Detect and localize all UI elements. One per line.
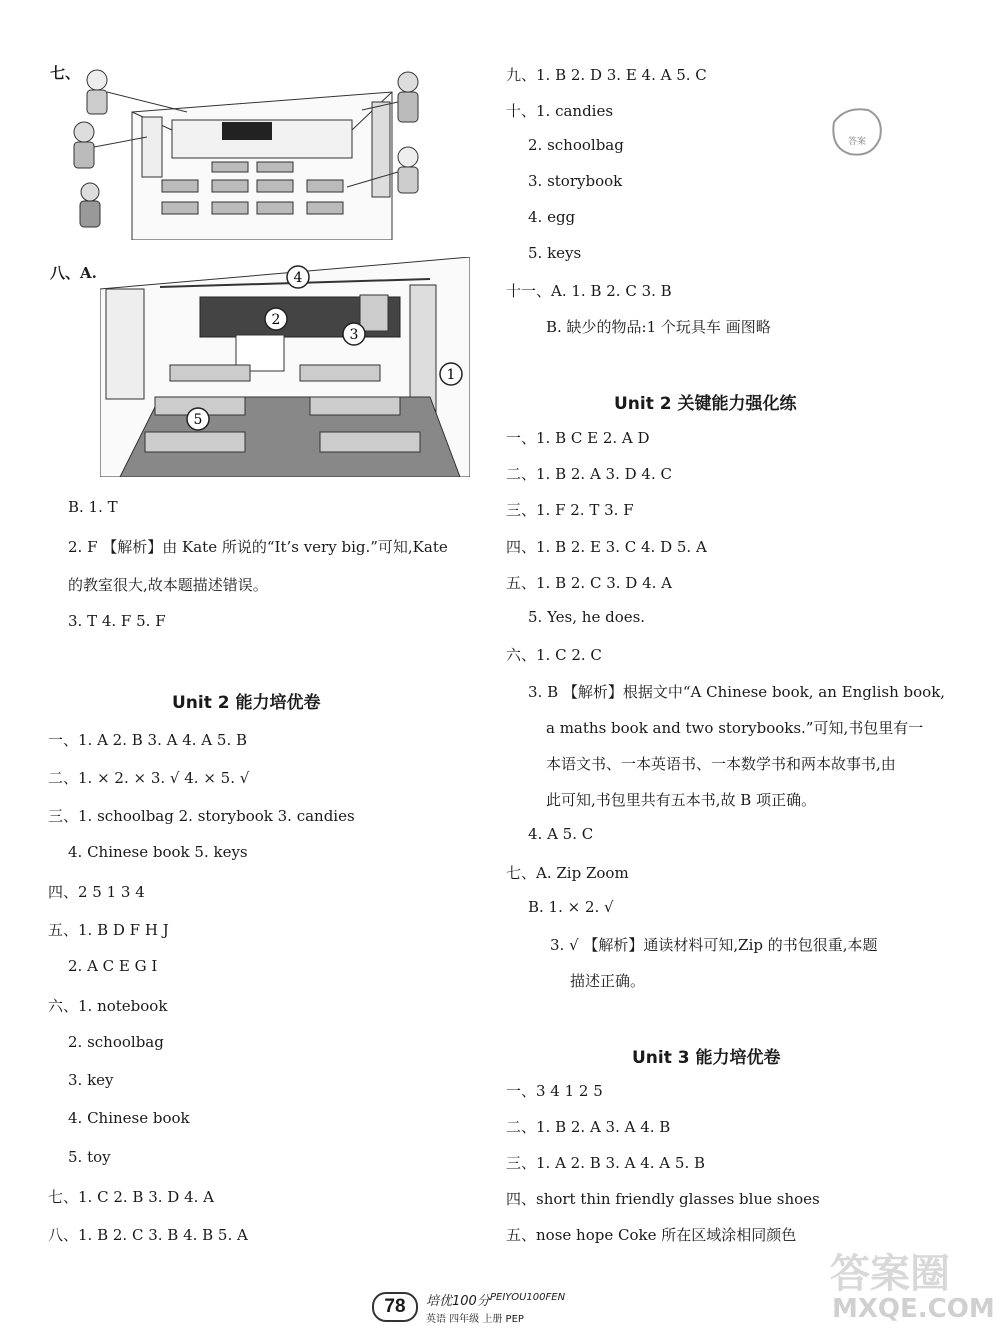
q8-label: 八、A. bbox=[50, 264, 97, 282]
answer-line: 4. Chinese book 5. keys bbox=[68, 843, 248, 861]
answer-line: 二、1. B 2. A 3. D 4. C bbox=[506, 465, 672, 483]
answer-line: 七、A. Zip Zoom bbox=[506, 864, 629, 882]
marker-label-4: 4 bbox=[293, 270, 303, 286]
answer-line: 十一、A. 1. B 2. C 3. B bbox=[506, 282, 672, 300]
answer-line: a maths book and two storybooks.”可知,书包里有一 bbox=[546, 719, 924, 737]
marker-label-3: 3 bbox=[349, 327, 359, 343]
answer-line: 九、1. B 2. D 3. E 4. A 5. C bbox=[506, 66, 707, 84]
answer-line: 4. Chinese book bbox=[68, 1109, 190, 1127]
brand-logo: 培优100分 bbox=[426, 1294, 490, 1309]
watermark-logo bbox=[820, 1242, 995, 1330]
answer-line: 一、1. B C E 2. A D bbox=[506, 429, 650, 447]
answer-line: B. 缺少的物品:1 个玩具车 画图略 bbox=[546, 318, 771, 336]
bear-character-icon bbox=[87, 70, 107, 114]
answer-line: 4. egg bbox=[528, 208, 576, 226]
answer-line: 三、1. schoolbag 2. storybook 3. candies bbox=[48, 807, 355, 825]
answer-line: 3. T 4. F 5. F bbox=[68, 612, 166, 630]
cat-character-icon bbox=[398, 72, 418, 122]
deer-character-icon bbox=[80, 183, 100, 227]
watermark-text: 答案圈 bbox=[830, 1251, 950, 1297]
answer-line: 2. F 【解析】由 Kate 所说的“It’s very big.”可知,Kate bbox=[68, 538, 448, 556]
answer-line: 3. B 【解析】根据文中“A Chinese book, an English book, bbox=[528, 683, 946, 701]
answer-line: 本语文书、一本英语书、一本数学书和两本故事书,由 bbox=[546, 755, 896, 773]
page-footer bbox=[372, 1290, 612, 1326]
answer-line: 六、1. C 2. C bbox=[506, 646, 602, 664]
answer-line: 六、1. notebook bbox=[48, 997, 168, 1015]
answer-line: 3. storybook bbox=[528, 172, 623, 190]
classroom-matching-illustration bbox=[62, 62, 462, 240]
svg-text:答案: 答案 bbox=[848, 137, 867, 147]
answer-line: 五、1. B 2. C 3. D 4. A bbox=[506, 574, 672, 592]
q7-label: 七、 bbox=[50, 64, 81, 82]
classroom-numbered-illustration bbox=[100, 257, 470, 477]
section-title: Unit 2 能力培优卷 bbox=[172, 693, 321, 713]
answer-line: 2. schoolbag bbox=[528, 136, 624, 154]
book-meta: 英语 四年级 上册 PEP bbox=[426, 1314, 524, 1325]
answer-line: 八、1. B 2. C 3. B 4. B 5. A bbox=[48, 1226, 248, 1244]
section-title: Unit 2 关键能力强化练 bbox=[614, 394, 797, 414]
answer-line: 七、1. C 2. B 3. D 4. A bbox=[48, 1188, 214, 1206]
mouse-character-icon bbox=[398, 147, 418, 193]
answer-line: 一、3 4 1 2 5 bbox=[506, 1082, 603, 1100]
answer-line: 5. Yes, he does. bbox=[528, 608, 646, 626]
answer-line: 5. keys bbox=[528, 244, 582, 262]
answer-line: 2. A C E G I bbox=[68, 957, 158, 975]
answer-line: 三、1. F 2. T 3. F bbox=[506, 501, 634, 519]
answer-line: 五、1. B D F H J bbox=[48, 921, 169, 939]
answer-line: 4. A 5. C bbox=[528, 825, 594, 843]
page-number: 78 bbox=[372, 1292, 418, 1322]
answer-line: 一、1. A 2. B 3. A 4. A 5. B bbox=[48, 731, 248, 749]
answer-line: 的教室很大,故本题描述错误。 bbox=[68, 576, 268, 594]
marker-label-2: 2 bbox=[271, 312, 281, 328]
monkey-character-icon bbox=[74, 122, 94, 168]
marker-label-5: 5 bbox=[193, 412, 203, 428]
answer-line: 五、nose hope Coke 所在区域涂相同颜色 bbox=[506, 1226, 797, 1244]
answer-line: 二、1. × 2. × 3. √ 4. × 5. √ bbox=[48, 769, 250, 787]
watermark-url: MXQE.COM bbox=[832, 1294, 995, 1324]
answer-line: 5. toy bbox=[68, 1148, 111, 1166]
marker-label-1: 1 bbox=[446, 367, 456, 383]
answer-line: B. 1. T bbox=[68, 498, 118, 516]
answer-line: 二、1. B 2. A 3. A 4. B bbox=[506, 1118, 671, 1136]
brand-pinyin: PEIYOU100FEN bbox=[490, 1292, 566, 1303]
answer-line: 四、1. B 2. E 3. C 4. D 5. A bbox=[506, 538, 707, 556]
answer-line: 2. schoolbag bbox=[68, 1033, 164, 1051]
stamp-icon bbox=[826, 104, 886, 160]
answer-line: 此可知,书包里共有五本书,故 B 项正确。 bbox=[546, 791, 817, 809]
answer-line: 三、1. A 2. B 3. A 4. A 5. B bbox=[506, 1154, 706, 1172]
answer-line: 3. key bbox=[68, 1071, 114, 1089]
answer-line: B. 1. × 2. √ bbox=[528, 898, 614, 916]
answer-line: 十、1. candies bbox=[506, 102, 614, 120]
answer-line: 描述正确。 bbox=[570, 972, 646, 990]
answer-line: 四、short thin friendly glasses blue shoes bbox=[506, 1190, 820, 1208]
answer-line: 四、2 5 1 3 4 bbox=[48, 883, 145, 901]
section-title: Unit 3 能力培优卷 bbox=[632, 1048, 781, 1068]
answer-line: 3. √ 【解析】通读材料可知,Zip 的书包很重,本题 bbox=[550, 936, 878, 954]
